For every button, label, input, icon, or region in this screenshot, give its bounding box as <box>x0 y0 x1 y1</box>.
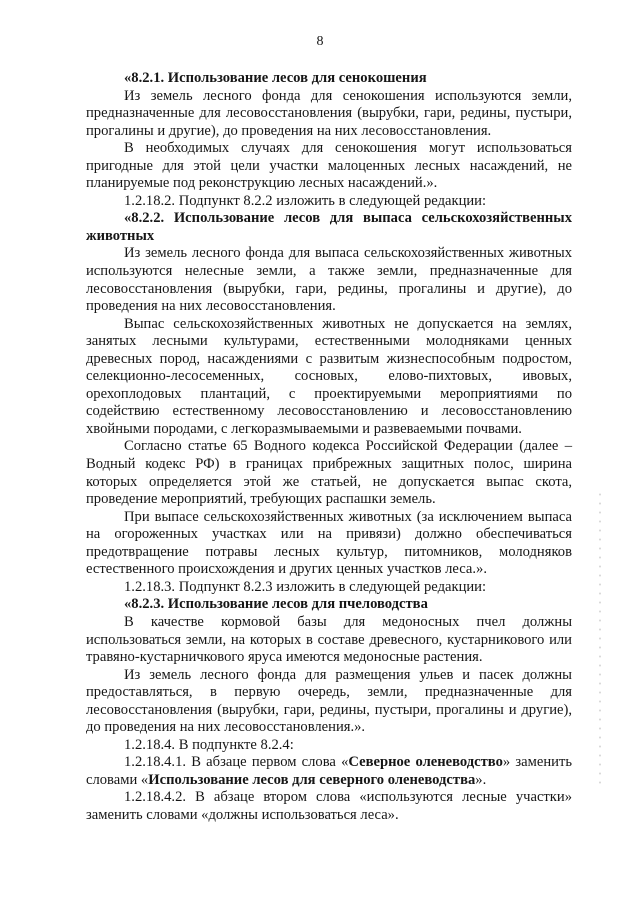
section-heading-8-2-3: «8.2.3. Использование лесов для пчеловодства <box>124 596 428 613</box>
paragraph: В качестве кормовой базы для медоносных пчел должны использоваться земли, на которых в составе древесного, кустарникового или травяно-кустарничкового яруса имеются медоносные растения. <box>86 613 572 666</box>
scan-noise <box>597 490 603 790</box>
amendment-instruction-words <box>86 754 572 789</box>
old-words: Северное оленеводство <box>348 754 503 771</box>
paragraph: Согласно статье 65 Водного кодекса Российской Федерации (далее – Водный кодекс РФ) в границах прибрежных защитных полос, ширина которых определяется этой же статьей, не допускается выпас скота, проведение мероприятий, требующих распашки земель. <box>86 438 572 508</box>
amendment-instruction: 1.2.18.3. Подпункт 8.2.3 изложить в следующей редакции: <box>124 578 487 595</box>
text-fragment: ». <box>475 771 487 788</box>
new-words: Использование лесов для северного оленеводства <box>148 771 476 788</box>
paragraph: Из земель лесного фонда для размещения ульев и пасек должны предоставляться, в первую очередь, земли, предназначенные для лесовосстановления (вырубки, гари, редины, пустыри, прогалины и другие), до проведения на них лесовосстановления.». <box>86 666 572 736</box>
section-heading-8-2-2: «8.2.2. Использование лесов для выпаса сельскохозяйственных животных <box>86 210 572 244</box>
section-heading-8-2-1: «8.2.1. Использование лесов для сенокошения <box>124 70 427 86</box>
page-number: 8 <box>316 34 324 49</box>
paragraph: Из земель лесного фонда для выпаса сельскохозяйственных животных используются нелесные земли, а также земли, предназначенные для лесовосстановления (вырубки, гари, редины, прогалины и другие), до проведения на них лесовосстановления. <box>86 245 572 315</box>
paragraph: Выпас сельскохозяйственных животных не допускается на землях, занятых лесными культурами, естественными молодняками ценных древесных пород, насаждениями с развитым жизнеспособным подростом, селекционно-лесосеменных, сосновых, елово-пихтовых, ивовых, орехоплодовых плантаций, с проектируемыми мероприятиями по содействию естественному лесовосстановлению и лесовосстановлению хвойными породами, с легкоразмываемыми и развеваемыми почвами. <box>86 315 572 437</box>
document-body <box>86 70 572 825</box>
paragraph: При выпасе сельскохозяйственных животных (за исключением выпаса на огороженных участках или на привязи) должно обеспечиваться предотвращение потравы лесных культур, питомников, молодняков естественного происхождения и других ценных участков леса.». <box>86 508 572 578</box>
amendment-instruction: 1.2.18.4. В подпункте 8.2.4: <box>124 736 294 753</box>
amendment-instruction: 1.2.18.4.2. В абзаце втором слова «используются лесные участки» заменить словами «должны использоваться леса». <box>86 789 572 823</box>
text-fragment: » заменить словами « <box>86 754 573 788</box>
text-fragment: 1.2.18.4.1. В абзаце первом слова « <box>124 754 349 771</box>
paragraph: В необходимых случаях для сенокошения могут использоваться пригодные для этой цели участки малоценных лесных насаждений, не планируемые под реконструкцию лесных насаждений.». <box>86 140 572 192</box>
amendment-instruction: 1.2.18.2. Подпункт 8.2.2 изложить в следующей редакции: <box>124 192 487 209</box>
paragraph: Из земель лесного фонда для сенокошения используются земли, предназначенные для лесовосстановления (вырубки, гари, редины, пустыри, прогалины и другие), до проведения на них лесовосстановления. <box>86 87 572 139</box>
